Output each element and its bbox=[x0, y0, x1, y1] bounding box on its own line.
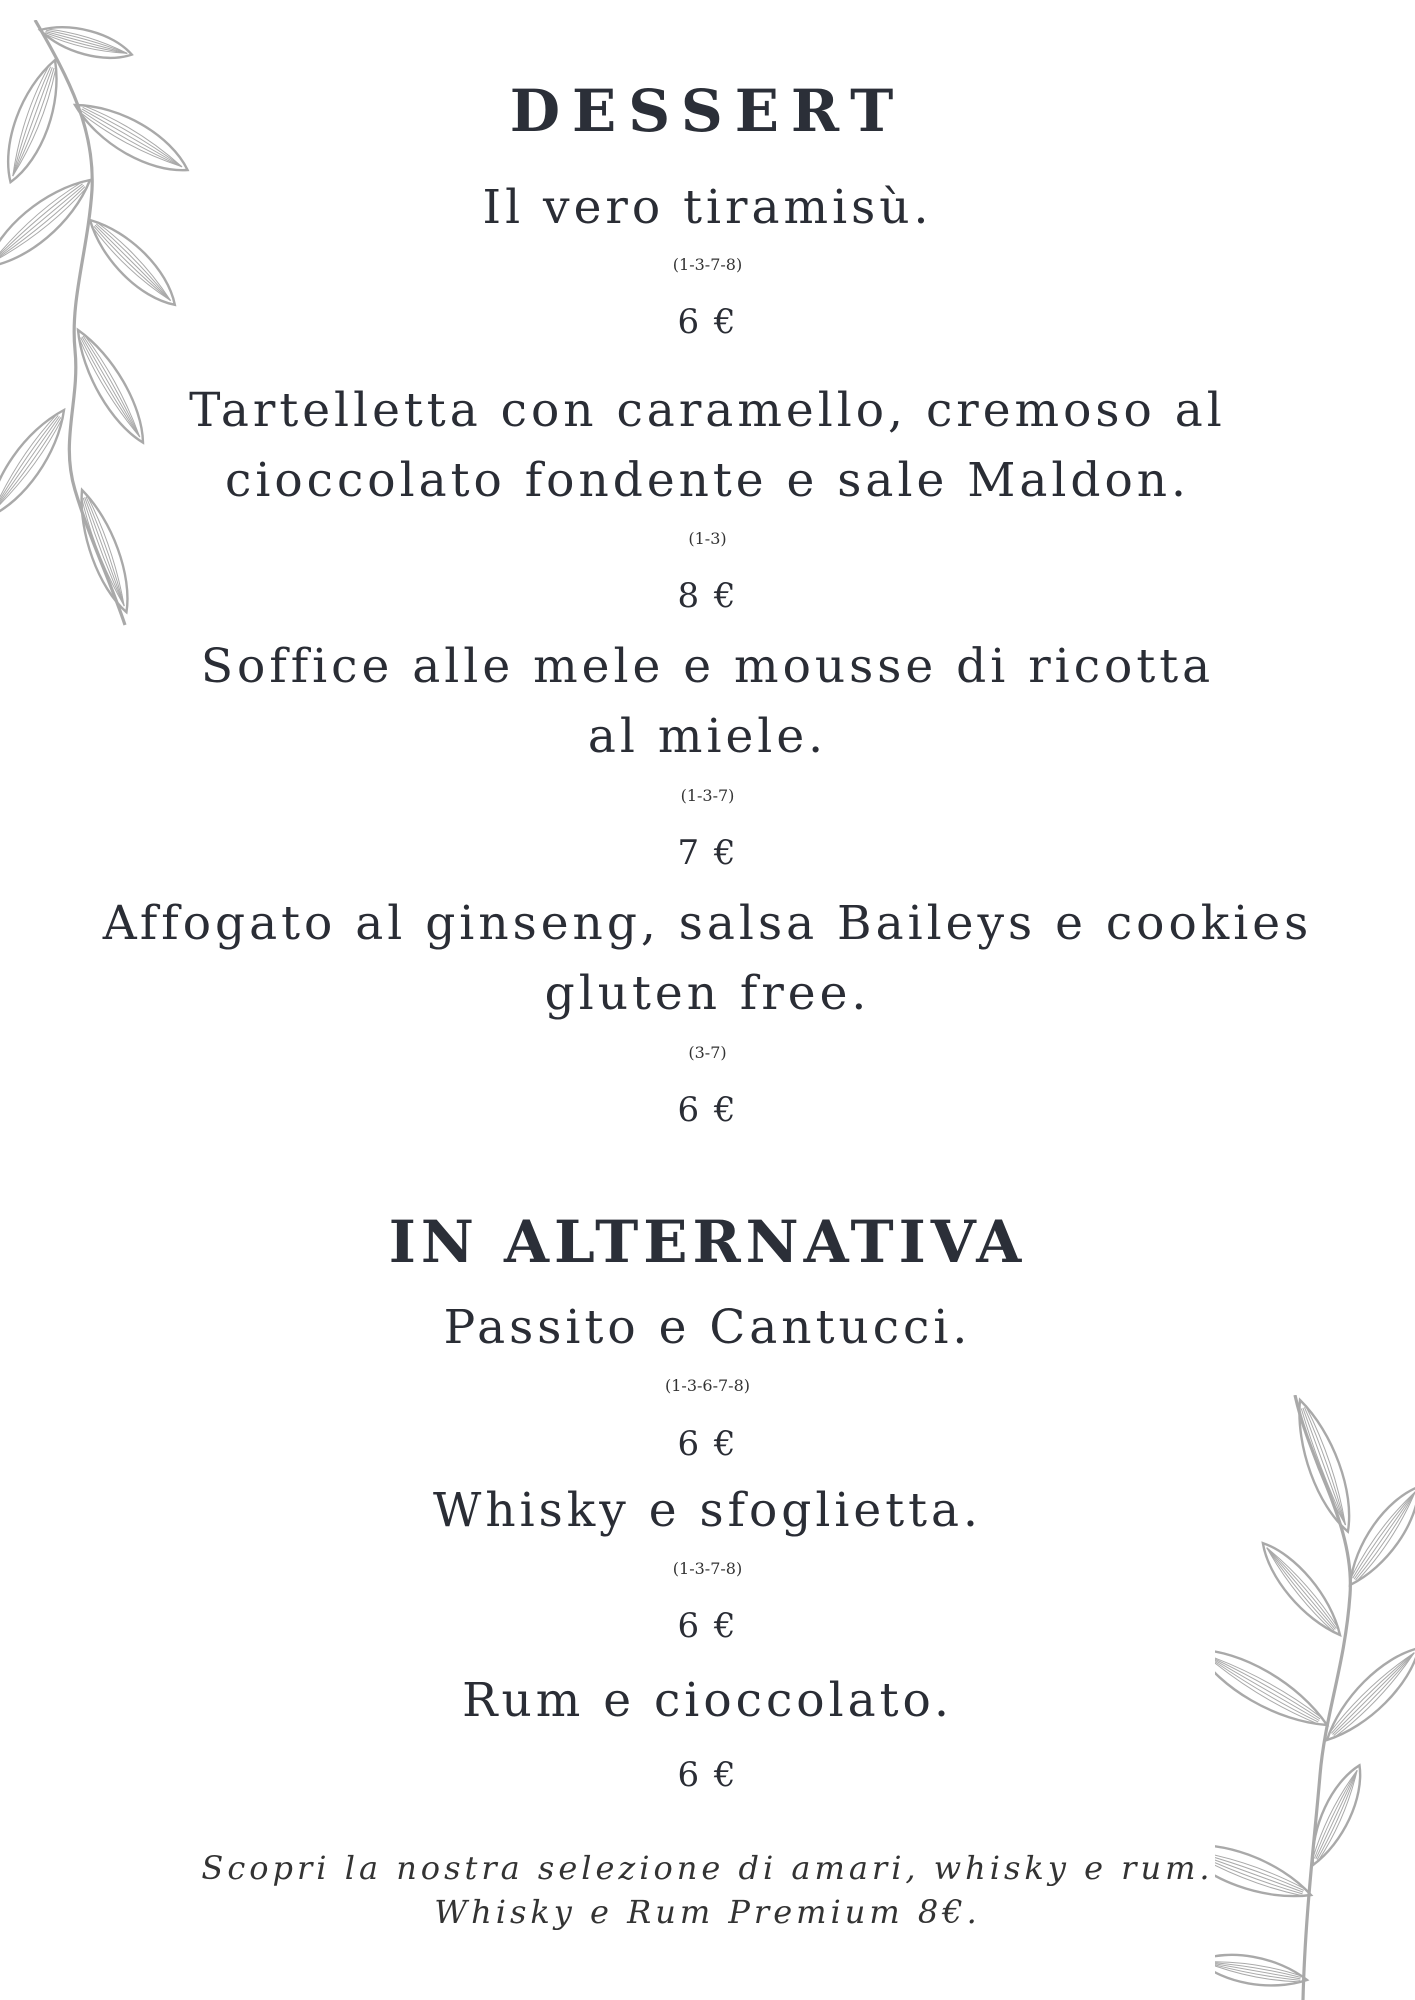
allergen-codes: (1-3-7) bbox=[680, 786, 735, 805]
menu-item-name: al miele. bbox=[587, 709, 828, 764]
footer-note: Whisky e Rum Premium 8€. bbox=[434, 1893, 981, 1931]
section-heading-alternativa: IN ALTERNATIVA bbox=[388, 1208, 1027, 1276]
menu-item-name: Affogato al ginseng, salsa Baileys e cookies bbox=[102, 896, 1313, 951]
allergen-codes: (1-3-6-7-8) bbox=[664, 1376, 750, 1395]
menu-item-name: Whisky e sfoglietta. bbox=[433, 1483, 982, 1538]
menu-item-price: 7 € bbox=[677, 833, 738, 873]
menu-item-name: Il vero tiramisù. bbox=[482, 180, 933, 235]
menu-item-name: cioccolato fondente e sale Maldon. bbox=[225, 453, 1190, 508]
menu-item-price: 6 € bbox=[677, 1606, 738, 1646]
allergen-codes: (1-3-7-8) bbox=[672, 255, 743, 274]
allergen-codes: (3-7) bbox=[688, 1043, 727, 1062]
footer-note: Scopri la nostra selezione di amari, whisky e rum. bbox=[201, 1849, 1214, 1887]
menu-item-name: gluten free. bbox=[544, 966, 871, 1021]
allergen-codes: (1-3-7-8) bbox=[672, 1559, 743, 1578]
allergen-codes: (1-3) bbox=[688, 529, 727, 548]
menu-item-name: Soffice alle mele e mousse di ricotta bbox=[200, 639, 1215, 694]
menu-item-name: Rum e cioccolato. bbox=[462, 1673, 953, 1728]
section-heading-dessert: DESSERT bbox=[509, 77, 906, 145]
menu-item-price: 6 € bbox=[677, 1424, 738, 1464]
menu-item-price: 8 € bbox=[677, 576, 738, 616]
menu-item-price: 6 € bbox=[677, 1090, 738, 1130]
menu-item-price: 6 € bbox=[677, 302, 738, 342]
menu-item-name: Passito e Cantucci. bbox=[443, 1300, 972, 1355]
menu-item-price: 6 € bbox=[677, 1755, 738, 1795]
menu-item-name: Tartelletta con caramello, cremoso al bbox=[189, 383, 1226, 438]
